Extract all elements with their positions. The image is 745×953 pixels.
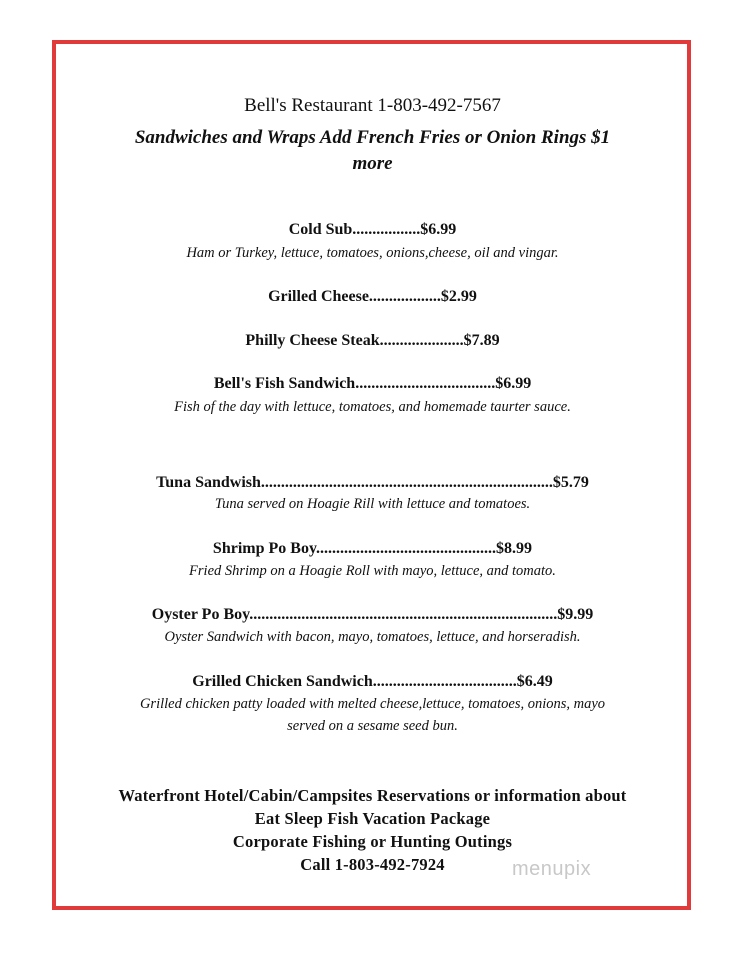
menu-item-oyster-po-boy: Oyster Po Boy.............................................................................$9.99 bbox=[151, 606, 594, 623]
menu-item-fish-sandwich: Bell's Fish Sandwich...................................$6.99 bbox=[213, 375, 532, 392]
menu-item-tuna-sandwich: Tuna Sandwish.........................................................................$5.79 bbox=[156, 474, 589, 491]
menupix-watermark: menupix bbox=[512, 858, 592, 880]
menu-item-cold-sub: Cold Sub.................$6.99 bbox=[288, 221, 457, 238]
menu-item-grilled-chicken-desc-continued: served on a sesame seed bun. bbox=[287, 718, 458, 734]
menu-item-oyster-po-boy-desc: Oyster Sandwich with bacon, mayo, tomatoes, lettuce, and horseradish. bbox=[164, 629, 581, 645]
menu-item-grilled-chicken-desc: Grilled chicken patty loaded with melted cheese,lettuce, tomatoes, onions, mayo bbox=[139, 696, 606, 712]
footer-reservations: Waterfront Hotel/Cabin/Campsites Reservations or information about bbox=[118, 786, 627, 805]
menu-item-shrimp-po-boy-desc: Fried Shrimp on a Hoagie Roll with mayo, lettuce, and tomato. bbox=[189, 563, 556, 579]
menu-item-fish-sandwich-desc: Fish of the day with lettuce, tomatoes, and homemade taurter sauce. bbox=[174, 399, 571, 415]
menu-item-cold-sub-desc: Ham or Turkey, lettuce, tomatoes, onions,cheese, oil and vingar. bbox=[186, 245, 559, 261]
section-heading-continued: more bbox=[352, 153, 393, 174]
footer-vacation-package: Eat Sleep Fish Vacation Package bbox=[254, 809, 491, 828]
section-heading: Sandwiches and Wraps Add French Fries or Onion Rings $1 bbox=[134, 127, 611, 148]
menu-item-philly-cheese-steak: Philly Cheese Steak.....................$7.89 bbox=[245, 332, 500, 349]
restaurant-title: Bell's Restaurant 1-803-492-7567 bbox=[244, 95, 501, 116]
menu-item-tuna-sandwich-desc: Tuna served on Hoagie Rill with lettuce and tomatoes. bbox=[214, 496, 531, 512]
menu-item-shrimp-po-boy: Shrimp Po Boy.............................................$8.99 bbox=[212, 540, 533, 557]
footer-outings: Corporate Fishing or Hunting Outings bbox=[232, 832, 513, 851]
menu-item-grilled-chicken: Grilled Chicken Sandwich....................................$6.49 bbox=[192, 673, 553, 690]
menu-item-grilled-cheese: Grilled Cheese..................$2.99 bbox=[268, 288, 477, 305]
footer-phone: Call 1-803-492-7924 bbox=[300, 855, 445, 874]
